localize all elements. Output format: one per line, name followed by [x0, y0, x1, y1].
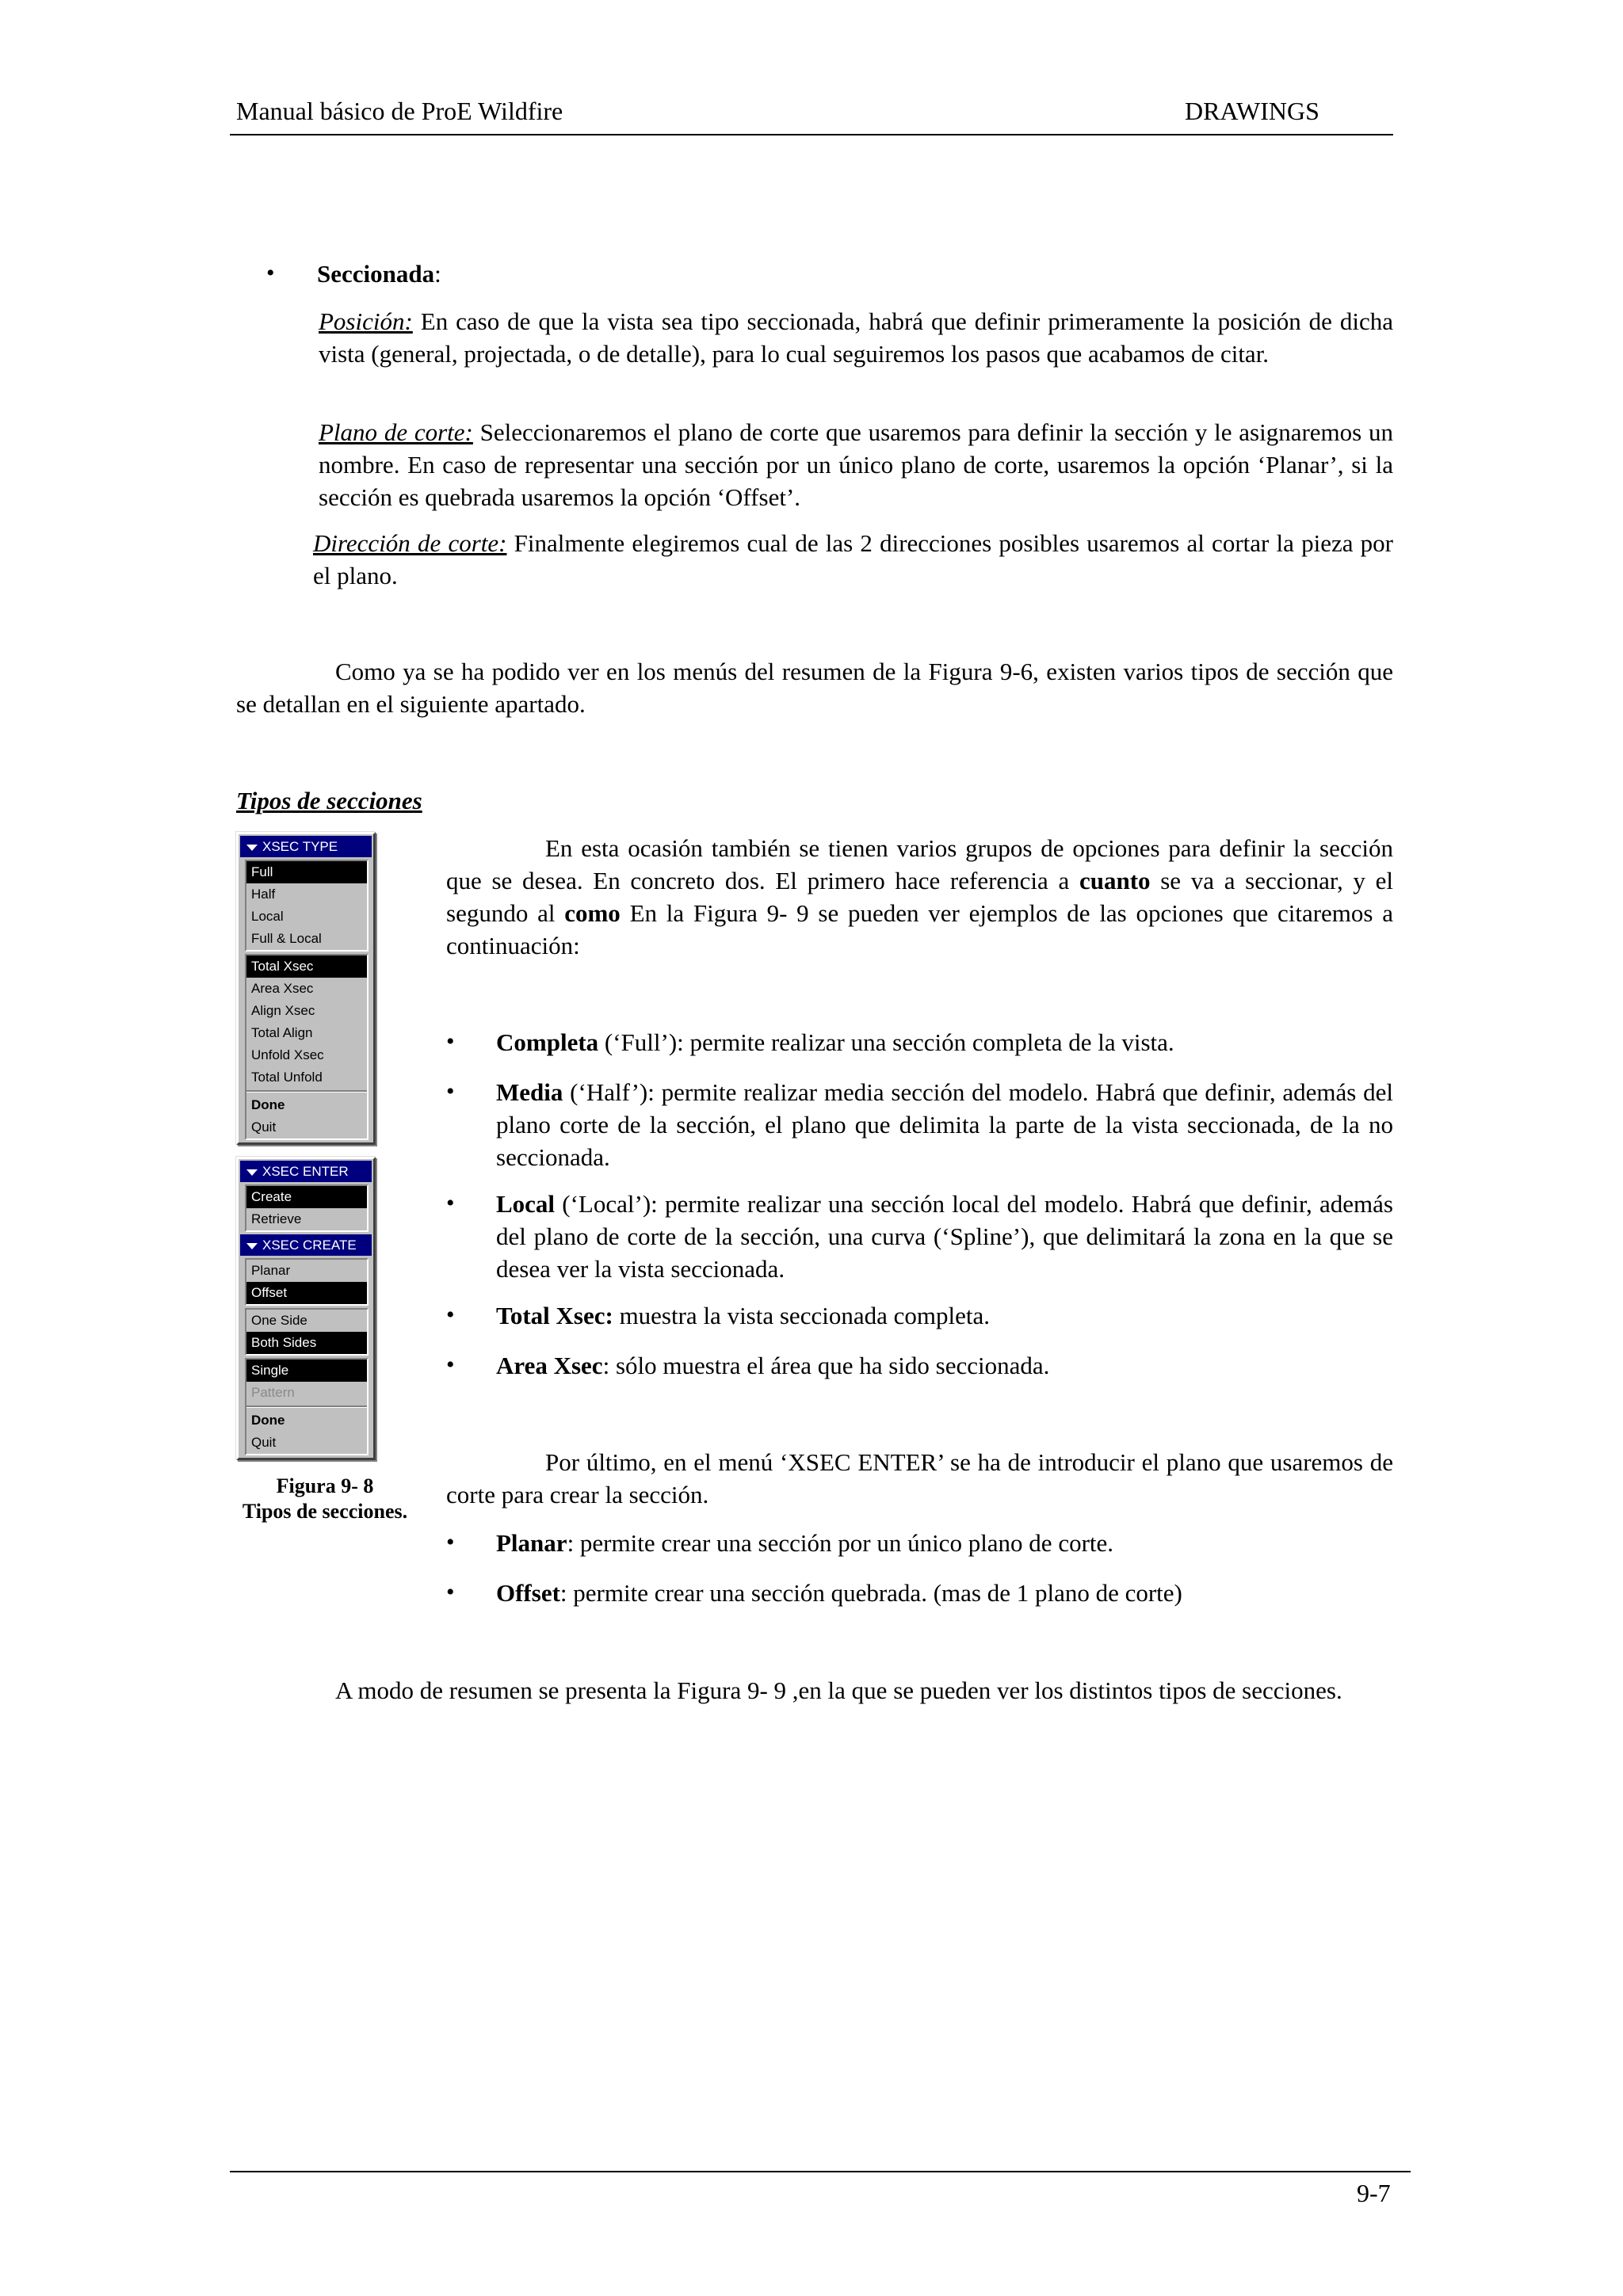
- xsec-enter-menu: [236, 1157, 376, 1460]
- direccion-label: Dirección de corte:: [313, 529, 507, 557]
- tipos-heading: Tipos de secciones: [236, 787, 422, 814]
- xsec-type-menu: [236, 832, 376, 1145]
- header-rule: [230, 134, 1393, 135]
- menu-item-offset[interactable]: Offset: [246, 1282, 367, 1304]
- tipos-paragraph: En esta ocasión también se tienen varios grupos de opciones para definir la sección que se desea. En concreto dos. El primero hace referencia a cuanto se va a seccionar, y el segundo al como En la Figura 9- 9 se pueden ver ejemplos de las opciones que citaremos a continuación:: [446, 834, 1393, 959]
- menu-item-unfold-xsec[interactable]: Unfold Xsec: [251, 1047, 324, 1062]
- menu-item-local[interactable]: Local: [251, 909, 284, 924]
- posicion-label: Posición:: [319, 307, 413, 335]
- xsec-create-title[interactable]: XSEC CREATE: [240, 1234, 372, 1256]
- header-left: Manual básico de ProE Wildfire: [236, 97, 563, 125]
- menu-item-pattern: Pattern: [251, 1385, 295, 1400]
- intro-paragraph: Como ya se ha podido ver en los menús del resumen de la Figura 9-6, existen varios tipos de sección que se detallan en el siguiente apartado.: [236, 658, 1393, 718]
- menu-item-retrieve[interactable]: Retrieve: [251, 1211, 302, 1226]
- bullet-dot: •: [266, 260, 275, 286]
- menu-item-planar[interactable]: Planar: [251, 1263, 291, 1278]
- header-right: DRAWINGS: [1185, 97, 1319, 125]
- menu-item-quit[interactable]: Quit: [251, 1435, 277, 1450]
- xsec-type-title[interactable]: XSEC TYPE: [240, 836, 372, 857]
- figure-caption: Figura 9- 8 Tipos de secciones.: [242, 1474, 408, 1523]
- menu-item-total-unfold[interactable]: Total Unfold: [251, 1070, 323, 1085]
- summary-paragraph: A modo de resumen se presenta la Figura 9- 9 ,en la que se pueden ver los distintos tipos de secciones.: [335, 1676, 1342, 1704]
- bullet-media: Media (‘Half’): permite realizar media sección del modelo. Habrá que definir, además del plano corte de la sección, el plano que delimita la parte de la vista seccionada, de la no seccionada.: [496, 1078, 1393, 1171]
- menu-item-create[interactable]: Create: [246, 1186, 367, 1208]
- direccion-paragraph: Dirección de corte: Finalmente elegiremos cual de las 2 direcciones posibles usaremos al cortar la pieza por el plano.: [313, 529, 1393, 589]
- triangle-down-icon: [246, 1169, 258, 1176]
- triangle-down-icon: [246, 1243, 258, 1249]
- bullet-planar: Planar: permite crear una sección por un único plano de corte.: [496, 1529, 1114, 1557]
- menu-item-full-local[interactable]: Full & Local: [251, 931, 322, 946]
- menu-item-both-sides[interactable]: Both Sides: [246, 1332, 367, 1354]
- menu-item-one-side[interactable]: One Side: [251, 1313, 307, 1328]
- menu-item-done[interactable]: Done: [251, 1097, 285, 1112]
- menu-item-quit[interactable]: Quit: [251, 1119, 277, 1135]
- menu-item-single[interactable]: Single: [246, 1360, 367, 1382]
- xsec-enter-paragraph: Por último, en el menú ‘XSEC ENTER’ se ha de introducir el plano que usaremos de corte para crear la sección.: [446, 1448, 1393, 1508]
- triangle-down-icon: [246, 845, 258, 851]
- bullet-offset: Offset: permite crear una sección quebrada. (mas de 1 plano de corte): [496, 1579, 1182, 1607]
- bullet-completa: Completa (‘Full’): permite realizar una sección completa de la vista.: [496, 1028, 1174, 1056]
- bullet-local: Local (‘Local’): permite realizar una sección local del modelo. Habrá que definir, además del plano de corte de la sección, una curva (‘Spline’), que delimitará la zona en la que se desea ver la vista seccionada.: [496, 1190, 1393, 1283]
- page-number: 9-7: [1357, 2179, 1391, 2207]
- plano-paragraph: Plano de corte: Seleccionaremos el plano de corte que usaremos para definir la sección y le asignaremos un nombre. En caso de representar una sección por un único plano de corte, usaremos la opción ‘Planar’, si la sección es quebrada usaremos la opción ‘Offset’.: [319, 418, 1394, 511]
- menu-item-done[interactable]: Done: [251, 1413, 285, 1428]
- menu-item-half[interactable]: Half: [251, 887, 276, 902]
- bullet-area-xsec: Area Xsec: sólo muestra el área que ha sido seccionada.: [496, 1352, 1050, 1379]
- posicion-paragraph: Posición: En caso de que la vista sea tipo seccionada, habrá que definir primeramente la posición de dicha vista (general, projectada, o de detalle), para lo cual seguiremos los pasos que acabamos de citar.: [319, 307, 1393, 368]
- menu-item-full[interactable]: Full: [246, 861, 367, 883]
- menu-item-total-xsec[interactable]: Total Xsec: [246, 955, 367, 978]
- xsec-enter-title[interactable]: XSEC ENTER: [240, 1161, 372, 1182]
- bullet-total-xsec: Total Xsec: muestra la vista seccionada completa.: [496, 1302, 990, 1329]
- seccionada-title: Seccionada:: [317, 260, 441, 288]
- plano-label: Plano de corte:: [319, 418, 473, 446]
- menu-item-total-align[interactable]: Total Align: [251, 1025, 313, 1040]
- footer-rule: [230, 2171, 1411, 2172]
- menu-item-area-xsec[interactable]: Area Xsec: [251, 981, 314, 996]
- menu-item-align-xsec[interactable]: Align Xsec: [251, 1003, 315, 1018]
